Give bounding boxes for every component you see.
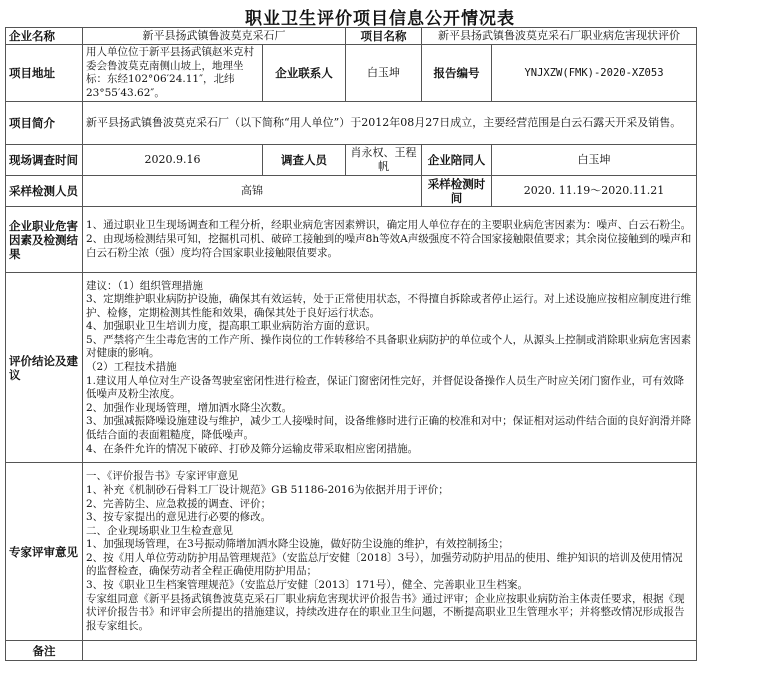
row-address	[6, 45, 697, 102]
intro-value: 新平县扬武镇鲁波莫克采石厂（以下简称“用人单位”）于2012年08月27日成立，主要经营范围是白云石露天开采及销售。	[83, 102, 697, 145]
row-remarks	[6, 641, 697, 661]
contact-value: 白玉坤	[346, 45, 422, 102]
sampling-time-value: 2020. 11.19～2020.11.21	[492, 176, 697, 207]
expert-line: 专家组同意《新平县扬武镇鲁波莫克采石厂职业病危害现状评价报告书》通过评审；企业应按职业病防治主体责任要求，根据《现状评价报告书》和评审会所提出的措施建议，持续改进存在的职业卫生问题，不断提高职业卫生管理水平；并将整改情况形成报告报专家组长。	[86, 592, 685, 632]
expert-line: 2、按《用人单位劳动防护用品管理规范》（安监总厅安健〔2018〕3号），加强劳动防护用品的使用、维护知识的培训及使用情况的监督检查，确保劳动者全程正确使用防护用品；	[86, 551, 683, 578]
row-hazard	[6, 207, 697, 273]
expert-line: 2、完善防尘、应急救援的调查、评价；	[86, 497, 272, 510]
remarks-value	[83, 641, 697, 661]
expert-line: 一、《评价报告书》专家评审意见	[86, 470, 239, 483]
evaluation-line: 建议：（1）组织管理措施	[86, 279, 203, 292]
evaluation-line: （2）工程技术措施	[86, 361, 177, 374]
hazard-line: 1、通过职业卫生现场调查和工程分析，经职业病危害因素辨识，确定用人单位存在的主要职业病危害因素为：噪声、白云石粉尘。	[86, 219, 692, 232]
survey-time-value: 2020.9.16	[83, 145, 263, 176]
expert-line: 3、按《职业卫生档案管理规范》（安监总厅安健〔2013〕171号），健全、完善职业卫生档案。	[86, 579, 528, 592]
company-value: 新平县扬武镇鲁波莫克采石厂	[83, 28, 346, 45]
expert-line: 1、补充《机制砂石骨料工厂设计规范》GB 51186-2016为依据并用于评价；	[86, 483, 449, 496]
evaluation-label: 评价结论及建议	[6, 273, 83, 463]
row-evaluation	[6, 273, 697, 463]
evaluation-line: 5、严禁将产生尘毒危害的工作产所、操作岗位的工作转移给不具备职业病防护的单位或个人，从源头上控制或消除职业病危害因素对健康的影响。	[86, 333, 692, 360]
survey-staff-value: 肖永权、王程帆	[346, 145, 422, 176]
sampling-staff-label: 采样检测人员	[6, 176, 83, 207]
intro-label: 项目简介	[6, 102, 83, 145]
expert-content	[83, 463, 697, 641]
address-value: 用人单位位于新平县扬武镇赵米克村委会鲁波莫克南侧山坡上，地理坐标：东经102°06′24.11″，北纬23°55′43.62″。	[83, 45, 263, 102]
expert-label: 专家评审意见	[6, 463, 83, 641]
expert-line: 3、按专家提出的意见进行必要的修改。	[86, 511, 272, 524]
escort-value: 白玉坤	[492, 145, 697, 176]
report-number-label: 报告编号	[422, 45, 492, 102]
escort-label: 企业陪同人	[422, 145, 492, 176]
company-label: 企业名称	[6, 28, 83, 45]
hazard-content	[83, 207, 697, 273]
evaluation-line: 4、加强职业卫生培训力度，提高职工职业病防治方面的意识。	[86, 320, 377, 333]
page-title: 职业卫生评价项目信息公开情况表	[245, 9, 515, 29]
project-name-value: 新平县扬武镇鲁波莫克采石厂职业病危害现状评价	[422, 28, 697, 45]
address-label: 项目地址	[6, 45, 83, 102]
hazard-line: 2、由现场检测结果可知，挖掘机司机、破碎工接触到的噪声8h等效A声级强度不符合国家接触限值要求；其余岗位接触到的噪声和白云石粉尘浓（强）度均符合国家职业接触限值要求。	[86, 233, 692, 259]
sampling-staff-value: 高锦	[83, 176, 422, 207]
survey-staff-label: 调查人员	[263, 145, 346, 176]
evaluation-line: 4、在条件允许的情况下破碎、打砂及筛分运输皮带采取相应密闭措施。	[86, 442, 419, 455]
project-name-label: 项目名称	[346, 28, 422, 45]
remarks-label: 备注	[6, 641, 83, 661]
row-company	[6, 28, 697, 45]
evaluation-line: 2、加强作业现场管理，增加洒水降尘次数。	[86, 401, 293, 414]
expert-line: 1、加强现场管理，在3号振动筛增加洒水降尘设施，做好防尘设施的维护，有效控制扬尘；	[86, 538, 509, 551]
expert-line: 二、企业现场职业卫生检查意见	[86, 524, 233, 537]
contact-label: 企业联系人	[263, 45, 346, 102]
hazard-label: 企业职业危害因素及检测结果	[6, 207, 83, 273]
evaluation-line: 3、加强减振降噪设施建设与维护，减少工人接噪时间，设备维修时进行正确的校准和对中；保证相对运动件结合面的良好润滑并降低结合面的表面粗糙度，降低噪声。	[86, 415, 692, 442]
survey-time-label: 现场调查时间	[6, 145, 83, 176]
sampling-time-label: 采样检测时间	[422, 176, 492, 207]
row-sampling	[6, 176, 697, 207]
row-expert	[6, 463, 697, 641]
info-table	[5, 27, 697, 661]
report-number-value: YNJXZW(FMK)-2020-XZ053	[492, 45, 697, 102]
row-survey	[6, 145, 697, 176]
evaluation-line: 3、定期维护职业病防护设施，确保其有效运转，处于正常使用状态，不得擅自拆除或者停止运行。对上述设施应按相应制度进行维护、检修，定期检测其性能和效果，确保其处于良好运行状态。	[86, 293, 692, 319]
row-intro	[6, 102, 697, 145]
evaluation-content	[83, 273, 697, 463]
evaluation-line: 1.建议用人单位对生产设备驾驶室密闭性进行检查，保证门窗密闭性完好，并督促设备操作人员生产时应关闭门窗作业，可有效降低噪声及粉尘浓度。	[86, 374, 685, 401]
